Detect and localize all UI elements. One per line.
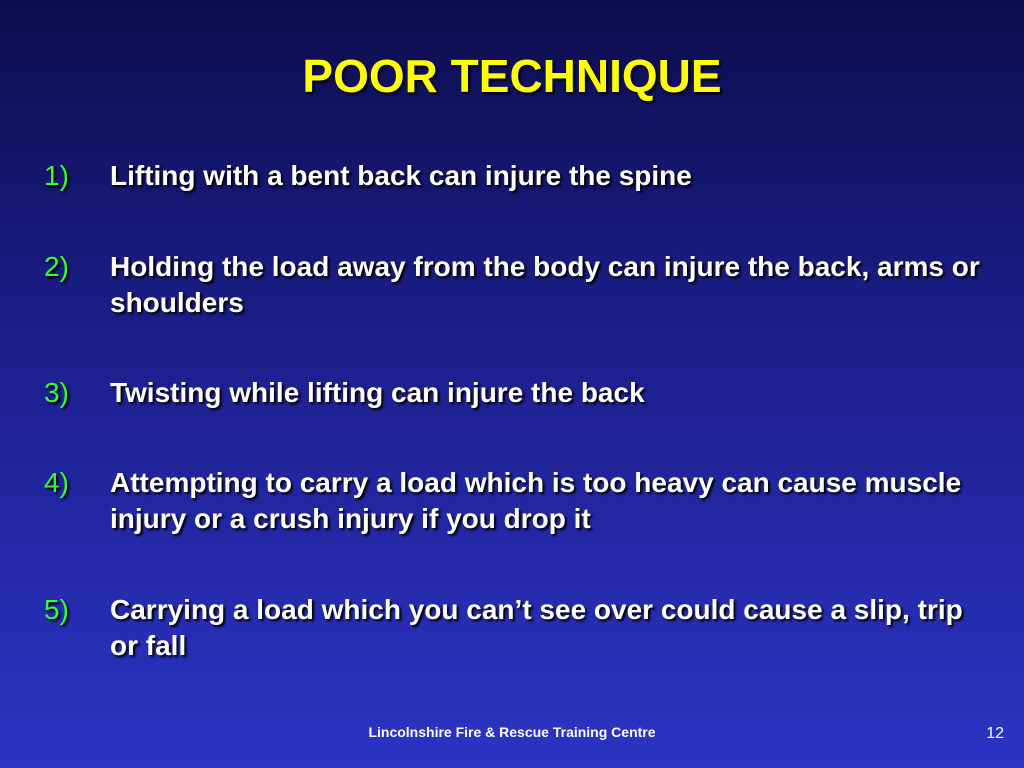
slide-title: POOR TECHNIQUE	[302, 50, 722, 102]
list-item-text: Carrying a load which you can’t see over could cause a slip, trip or fall	[110, 594, 963, 661]
list-item-text: Attempting to carry a load which is too heavy can cause muscle injury or a crush injury if you drop it	[110, 467, 962, 534]
list-item-number: 2)	[44, 251, 69, 282]
list-item-text: Holding the load away from the body can injure the back, arms or shoulders	[110, 251, 980, 318]
list-item-number: 5)	[44, 594, 69, 625]
list-item-number: 3)	[44, 377, 69, 408]
list-item-number: 4)	[44, 467, 69, 498]
slide-footer: Lincolnshire Fire & Rescue Training Centre	[368, 724, 656, 740]
list-item-text: Lifting with a bent back can injure the spine	[110, 160, 692, 191]
page-number: 12	[986, 725, 1004, 742]
list-item-text: Twisting while lifting can injure the back	[110, 377, 645, 408]
list-item-number: 1)	[44, 160, 69, 191]
